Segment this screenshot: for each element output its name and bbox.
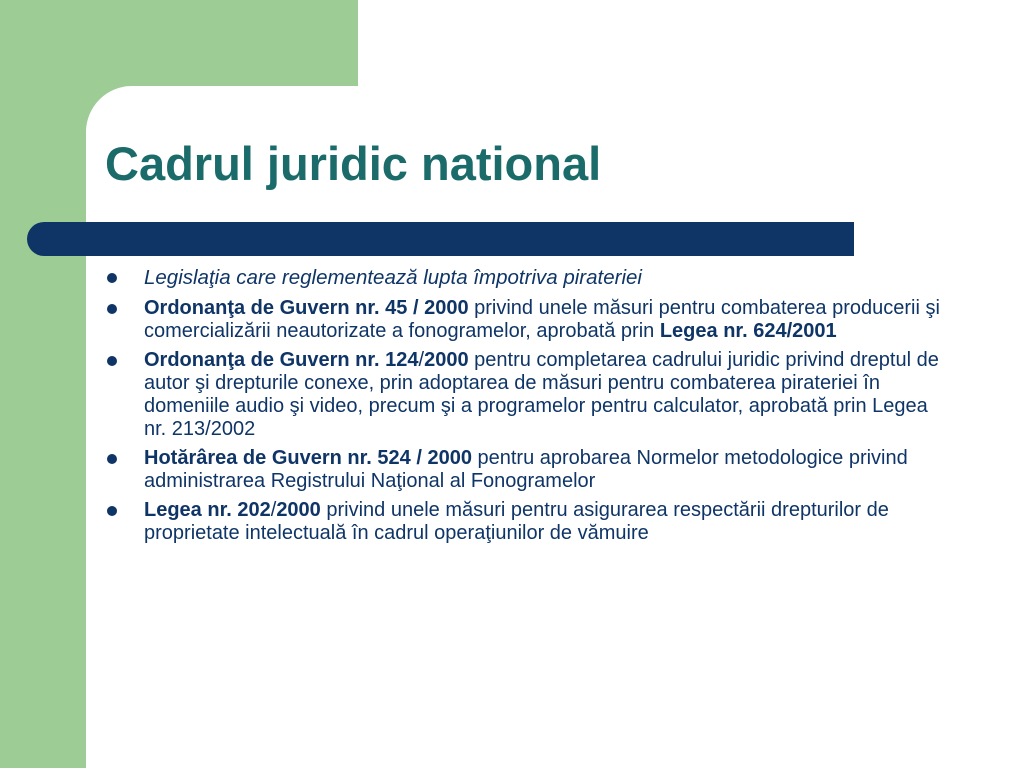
- law-reference: Ordonanţa de Guvern nr. 45 / 2000: [144, 297, 469, 319]
- law-reference: Legea nr. 202: [144, 499, 271, 521]
- bullet-item-hg-524-2000: [104, 447, 944, 493]
- law-description: privind unele măsuri pentru combaterea producerii şi comercializării neautorizate a fonogramelor, aprobată prin: [144, 297, 940, 342]
- bullet-dot-icon: [107, 454, 117, 464]
- title-underline-bar: [27, 222, 854, 256]
- law-reference: Ordonanţa de Guvern nr. 124: [144, 349, 419, 371]
- bullet-dot-icon: [107, 304, 117, 314]
- bullet-item-og-124-2000: [104, 349, 944, 441]
- bullet-item-lege-202-2000: [104, 499, 944, 545]
- bullet-dot-icon: [107, 356, 117, 366]
- law-description: pentru aprobarea Normelor metodologice privind administrarea Registrului Naţional al Fonogramelor: [144, 447, 908, 492]
- slide-title: Cadrul juridic national: [105, 137, 602, 190]
- bullet-item-og-45-2000: [104, 297, 944, 343]
- bullet-list: [104, 266, 944, 551]
- law-description: pentru completarea cadrului juridic privind dreptul de autor şi drepturile conexe, prin adoptarea de măsuri pentru combaterea pirateriei în domeniile audio şi video, precum şi a programelor pentru calculator, aprobată prin Legea nr. 213/2002: [144, 349, 939, 440]
- law-reference: Legea nr. 624/2001: [659, 320, 837, 342]
- law-reference: Hotărârea de Guvern nr. 524 / 2000: [144, 447, 472, 469]
- law-description: privind unele măsuri pentru asigurarea respectării drepturilor de proprietate intelectuală în cadrul operaţiunilor de vămuire: [144, 499, 889, 544]
- bullet-dot-icon: [107, 273, 117, 283]
- bullet-dot-icon: [107, 506, 117, 516]
- law-separator: /: [418, 349, 425, 371]
- law-reference-year: 2000: [424, 349, 469, 371]
- bullet-intro-text: Legislaţia care reglementează lupta împotriva pirateriei: [144, 266, 642, 289]
- law-separator: /: [270, 499, 277, 521]
- bullet-item-legislation-intro: [104, 266, 944, 290]
- law-reference-year: 2000: [276, 499, 321, 521]
